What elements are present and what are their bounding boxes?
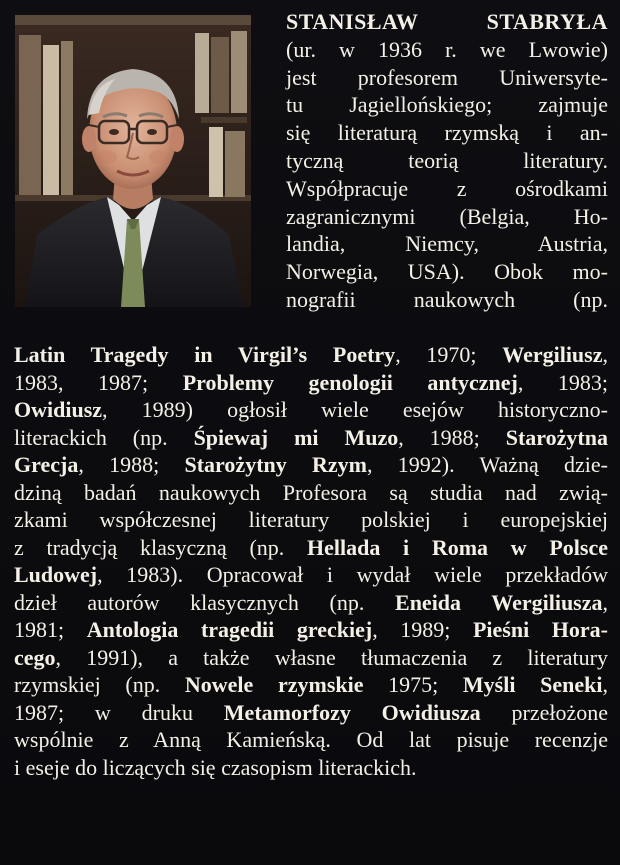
book-title: Eneida Wergiliusza — [395, 589, 603, 615]
bio-line: literackich (np. Śpiewaj mi Muzo, 1988; Starożytna — [14, 424, 608, 450]
bio-line: tyczną teorią literatury. — [286, 147, 608, 173]
bio-line: dzieł autorów klasycznych (np. Eneida Wergiliusza, — [14, 589, 609, 615]
author-photo-illustration — [15, 15, 251, 307]
bio-line: 1983, 1987; Problemy genologii antycznej, 1983; — [14, 369, 608, 395]
book-title: Hellada i Roma w Polsce — [306, 534, 608, 560]
bio-line: z tradycją klasyczną (np. Hellada i Roma w Polsce — [14, 534, 608, 560]
bio-line: rzymskiej (np. Nowele rzymskie 1975; Myśli Seneki, — [14, 672, 608, 697]
bio-line: 1981; Antologia tragedii greckiej, 1989; Pieśni Hora- — [14, 617, 608, 642]
bio-line: jest profesorem Uniwersyte- — [286, 64, 608, 90]
bio-line: landia, Niemcy, Austria, — [286, 231, 608, 257]
book-title: Metamorfozy Owidiusza — [223, 699, 481, 725]
book-title: Antologia tragedii greckiej — [86, 617, 373, 642]
bio-line: tu Jagiellońskiego; zajmuje — [286, 92, 608, 118]
author-portrait — [15, 15, 251, 307]
bio-line: Norwegia, USA). Obok mo- — [286, 259, 608, 285]
bio-line: Owidiusz, 1989) ogłosił wiele esejów historyczno- — [14, 397, 608, 422]
bio-line: zagranicznymi (Belgia, Ho- — [286, 203, 608, 229]
book-title: Latin Tragedy in Virgil’s Poetry — [14, 342, 396, 367]
bio-line: się literaturą rzymską i an- — [286, 120, 608, 146]
author-bio-full-width — [14, 341, 608, 781]
bio-line: dziną badań naukowych Profesora są studia nad zwią- — [14, 479, 608, 505]
book-title: Owidiusz — [14, 397, 103, 422]
book-title: Grecja — [14, 452, 79, 477]
bio-line: 1987; w druku Metamorfozy Owidiusza przełożone — [14, 699, 609, 725]
book-title: Problemy genologii antycznej — [182, 369, 518, 395]
bio-line: (ur. w 1936 r. we Lwowie) — [286, 36, 608, 62]
bio-line: nografii naukowych (np. — [286, 286, 608, 312]
book-title: Śpiewaj mi Muzo — [193, 424, 399, 450]
bio-line: zkami współczesnej literatury polskiej i europejskiej — [14, 507, 608, 532]
book-title: cego — [14, 644, 56, 670]
book-title: Wergiliusz — [502, 342, 603, 367]
author-name — [286, 8, 608, 36]
book-title: Myśli Seneki — [462, 672, 603, 697]
book-title: Nowele rzymskie — [184, 672, 364, 697]
bio-line: Ludowej, 1983). Opracował i wydał wiele przekładów — [14, 562, 608, 587]
bio-line: Współpracuje z ośrodkami — [286, 175, 608, 201]
book-title: Starożytna — [505, 424, 608, 450]
book-title: Starożytny Rzym — [184, 452, 367, 477]
bio-line: cego, 1991), a także własne tłumaczenia z literatury — [14, 644, 608, 670]
book-title: Ludowej — [14, 562, 98, 587]
author-first-name: STANISŁAW — [286, 9, 419, 34]
author-last-name: STABRYŁA — [486, 9, 608, 34]
bio-line: wspólnie z Anną Kamieńską. Od lat pisuje recenzje — [14, 727, 608, 752]
author-bio-side-column — [286, 8, 608, 314]
bio-line: Latin Tragedy in Virgil’s Poetry, 1970; Wergiliusz, — [14, 342, 608, 367]
bio-line: Grecja, 1988; Starożytny Rzym, 1992). Ważną dzie- — [14, 452, 608, 477]
bio-line: i eseje do liczących się czasopism literackich. — [14, 754, 417, 780]
book-title: Pieśni Hora- — [472, 617, 608, 642]
